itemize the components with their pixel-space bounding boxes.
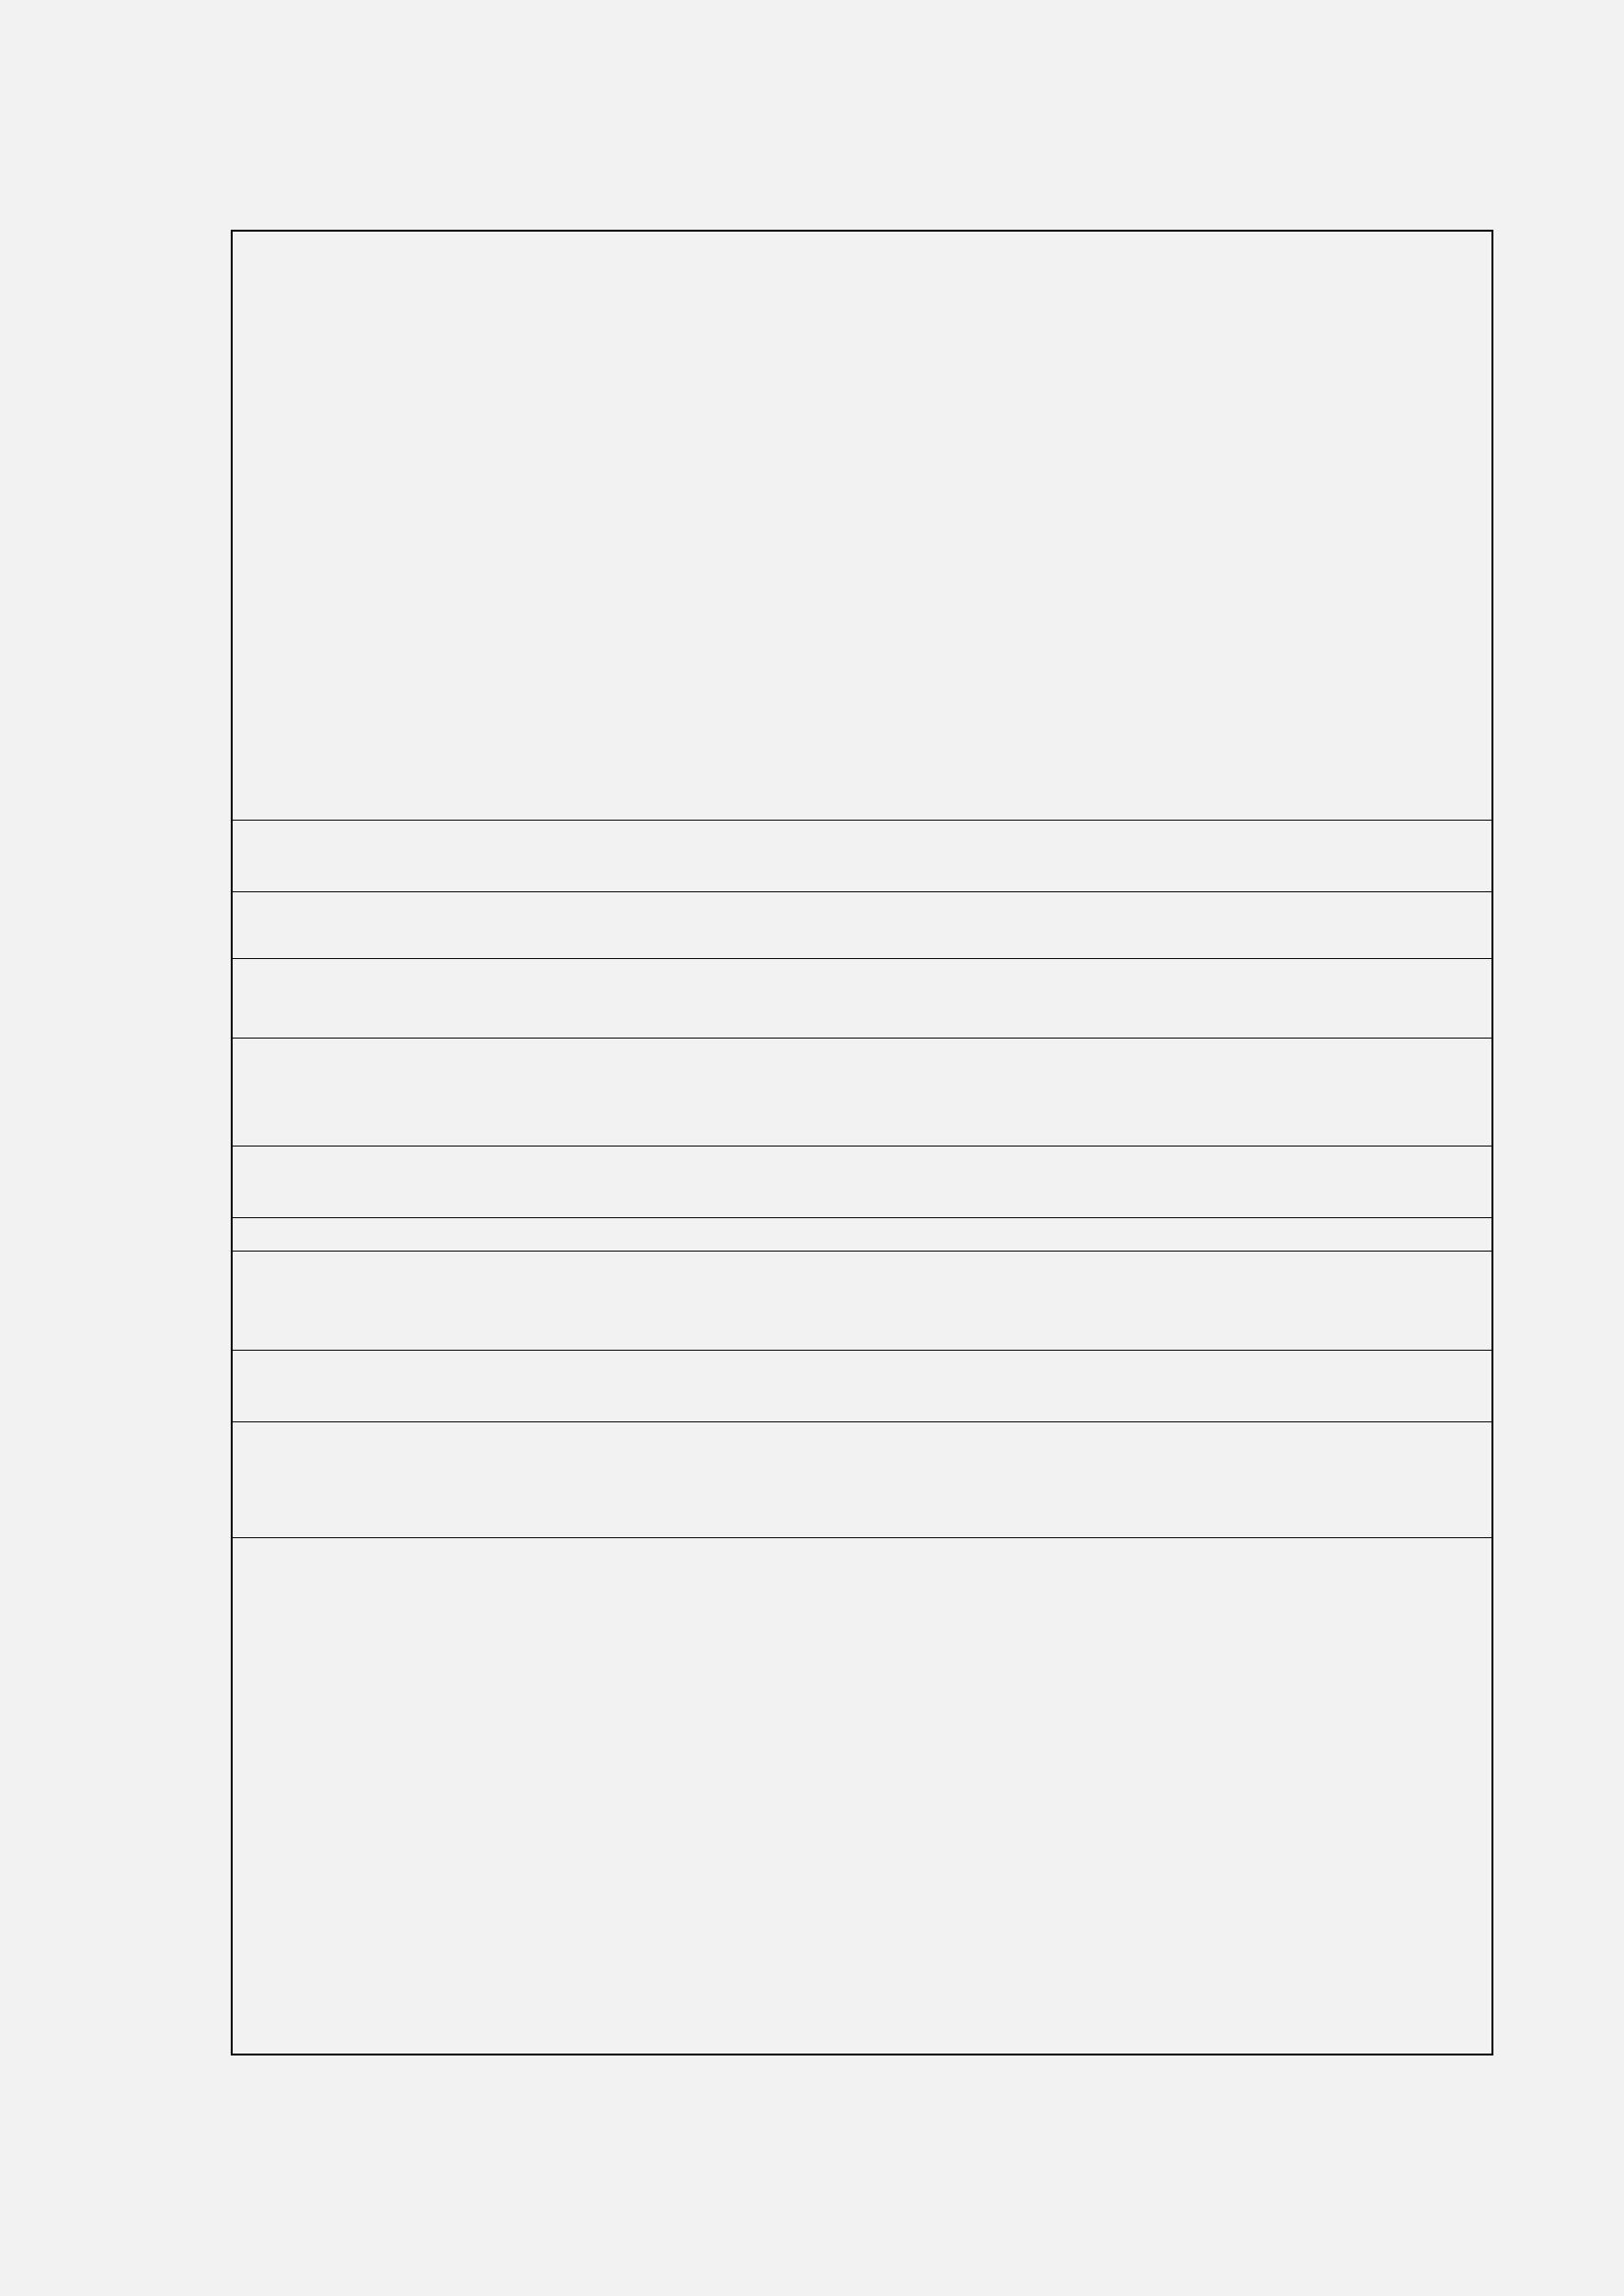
param-name-cell xyxy=(232,892,1492,959)
param-name-cell xyxy=(232,821,1492,892)
conformance-table xyxy=(231,230,1493,2056)
param-name-header xyxy=(232,1538,1492,2055)
table-container xyxy=(231,230,1493,2056)
param-name-cell xyxy=(232,1147,1492,1218)
param-name-cell xyxy=(232,1218,1492,1252)
param-name-cell xyxy=(232,959,1492,1039)
param-name-cell xyxy=(232,231,1492,821)
param-name-cell xyxy=(232,1252,1492,1351)
param-name-cell xyxy=(232,1422,1492,1538)
param-name-cell xyxy=(232,1039,1492,1147)
param-name-cell xyxy=(232,1351,1492,1422)
